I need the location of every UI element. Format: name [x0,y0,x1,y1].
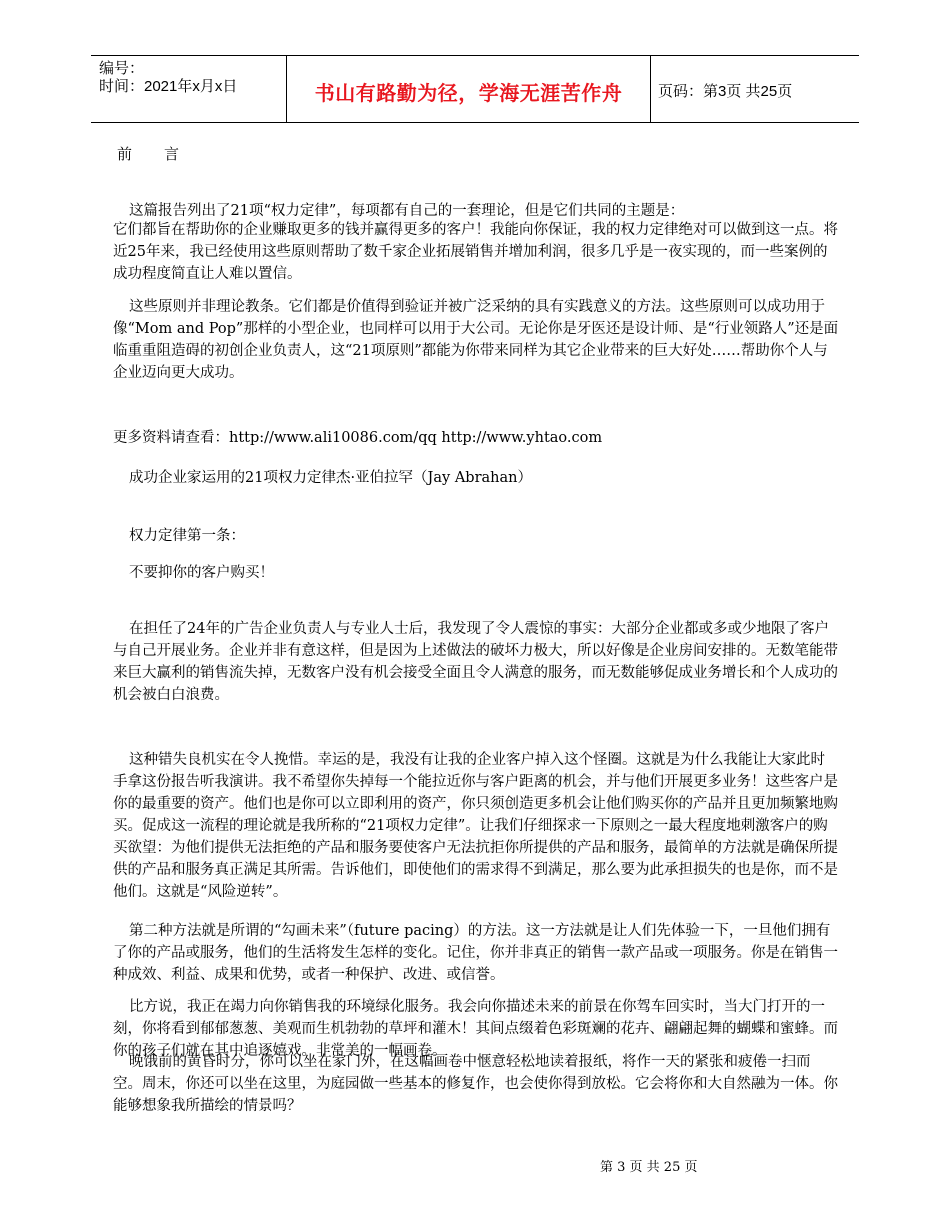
paragraph-principles: 这些原则并非理论教条。它们都是价值得到验证并被广泛采纳的具有实践意义的方法。这些原则可以成功用于像“Mom and Pop”那样的小型企业，也同样可以用于大公司。无论你是牙医还是设计师、是“行业领路人”还是面临重重阻造碍的初创企业负责人，这“21项原则”都能为你带来同样为其它企业带来的巨大好处……帮助你个人与企业迈向更大成功。 [113,299,839,381]
paragraph-evening-scene: 晚饿前的黄昏时分，你可以坐在家门外，在这幅画卷中惬意轻松地读着报纸，将作一天的紧张和疲倦一扫而空。周末，你还可以坐在这里，为庭园做一些基本的修复作，也会使你得到放松。它会将你和大自然融为一体。你能够想象我所描绘的情景吗？ [113,1054,838,1114]
header-motto: 书山有路勤为径，学海无涯苦作舟 [314,81,623,105]
paragraph-experience: 在担任了24年的广告企业负责人与专业人士后，我发现了令人震惊的事实：大部分企业都或多或少地限了客户与自己开展业务。企业并非有意这样，但是因为上述做法的破坏力极大，所以好像是企业房间安排的。无数笔能带来巨大赢利的销售流失掉，无数客户没有机会接受全面且令人满意的服务，而无数能够促成业务增长和个人成功的机会被白白浪费。 [113,621,838,703]
law-one-heading: 权力定律第一条： [129,528,245,544]
header-left-cell [91,56,286,122]
document-number-label: 编号： [99,60,145,77]
paragraph-intro-theme: 这篇报告列出了21项“权力定律”，每项都有自己的一套理论，但是它们共同的主题是： [129,203,685,219]
paragraph-missed-opportunity: 这种错失良机实在令人挽惜。幸运的是，我没有让我的企业客户掉入这个怪圈。这就是为什么我能让大家此时手拿这份报告听我演讲。我不希望你失掉每一个能拉近你与客户距离的机会，并与他们开展更多业务！这些客户是你的最重要的资产。他们也是你可以立即利用的资产，你只须创造更多机会让他们购买你的产品并且更加频繁地购买。促成这一流程的理论就是我所称的“21项权力定律”。让我们仔细探求一下原则之一最大程度地刺激客户的购买欲望：为他们提供无法拒绝的产品和服务要使客户无法抗拒你所提供的产品和服务，最简单的方法就是确保所提供的产品和服务真正满足其所需。告诉他们，即使他们的需求得不到满足，那么要为此承担损失的也是你，而不是他们。这就是“风险逆转”。 [113,752,838,900]
page-footer: 第 3 页 共 25 页 [600,1160,698,1175]
header-page-cell [650,56,859,122]
book-title-line: 成功企业家运用的21项权力定律杰·亚伯拉罕（Jay Abrahan） [129,470,532,486]
header-motto-cell [286,56,651,122]
more-info-links: 更多资料请查看：http://www.ali10086.com/qq http://www.yhtao.com [113,430,603,446]
law-one-title: 不要抑你的客户购买！ [129,565,274,581]
header-table [91,55,859,123]
paragraph-intro-promise: 它们都旨在帮助你的企业赚取更多的钱并赢得更多的客户！我能向你保证，我的权力定律绝对可以做到这一点。将近25年来，我已经使用这些原则帮助了数千家企业拓展销售并增加利润，很多几乎是一夜实现的，而一些案例的成功程度简直让人难以置信。 [113,222,838,282]
paragraph-future-pacing: 第二种方法就是所谓的“勾画未来”（future pacing）的方法。这一方法就是让人们先体验一下，一旦他们拥有了你的产品或服务，他们的生活将发生怎样的变化。记住，你并非真正的销售一款产品或一项服务。你是在销售一种成效、利益、成果和优势，或者一种保护、改进、或信誉。 [113,923,838,983]
document-date-label: 时间：2021年x月x日 [99,78,238,95]
header-page-number: 页码：第3页 共25页 [658,83,793,100]
paragraph-landscaping-example: 比方说，我正在竭力向你销售我的环境绿化服务。我会向你描述未来的前景在你驾车回实时，当大门打开的一刻，你将看到郁郁葱葱、美观而生机勃勃的草坪和灌木！其间点缀着色彩斑斓的花卉、翩翩起舞的蝴蝶和蜜蜂。而你的孩子们就在其中追逐嬉戏。非常美的一幅画卷。 [113,999,838,1059]
document-title: 前言 [117,145,212,163]
